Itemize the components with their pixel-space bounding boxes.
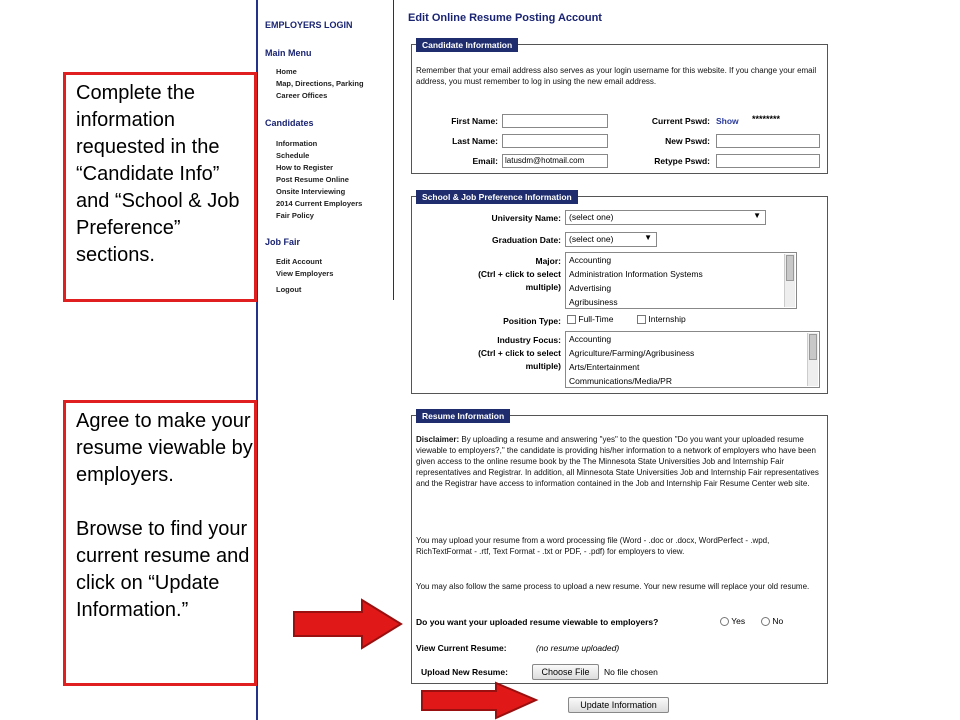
- list-item[interactable]: Agriculture/Farming/Agribusiness: [569, 348, 695, 358]
- list-item[interactable]: Administration Information Systems: [569, 269, 703, 279]
- nav-item-how-to-register[interactable]: How to Register: [276, 163, 334, 172]
- industry-listbox[interactable]: [565, 331, 820, 388]
- list-item[interactable]: Agribusiness: [569, 297, 618, 307]
- candidate-legend: Candidate Information: [416, 38, 518, 52]
- last-name-label: Last Name:: [452, 136, 498, 146]
- list-item[interactable]: Accounting: [569, 255, 612, 265]
- candidate-note: Remember that your email address also serves as your login username for this website. If you change your email address, you must remember to log in using the new email address.: [416, 66, 817, 86]
- last-name-input[interactable]: [502, 134, 608, 148]
- callout-top: [63, 72, 257, 302]
- full-time-label: Full-Time: [578, 314, 614, 324]
- nav-divider: [393, 0, 394, 300]
- viewable-no-option[interactable]: [761, 616, 783, 626]
- position-internship[interactable]: [637, 314, 686, 324]
- industry-scrollbar[interactable]: [807, 333, 818, 386]
- internship-label: Internship: [648, 314, 686, 324]
- position-type-label: Position Type:: [503, 316, 561, 326]
- major-label-line-1: Major:: [535, 256, 561, 266]
- major-label-line-2: (Ctrl + click to select: [478, 269, 561, 279]
- list-item[interactable]: Communications/Media/PR: [569, 376, 672, 386]
- upload-instructions: You may upload your resume from a word processing file (Word - .doc or .docx, WordPerfect - .wpd, RichTextFormat - .rtf, Text Format - .txt or PDF, - .pdf) for employers to view.: [416, 536, 770, 556]
- choose-file-button[interactable]: Choose File: [532, 664, 599, 680]
- dropdown-arrow-icon: ▼: [753, 211, 761, 220]
- list-item[interactable]: Accounting: [569, 334, 612, 344]
- candidates-heading: Candidates: [265, 118, 314, 128]
- first-name-label: First Name:: [451, 116, 498, 126]
- resume-legend: Resume Information: [416, 409, 510, 423]
- new-pswd-label: New Pswd:: [665, 136, 710, 146]
- current-pswd-label: Current Pswd:: [651, 116, 710, 126]
- graduation-select[interactable]: [565, 232, 657, 247]
- viewable-yes-option[interactable]: [720, 616, 745, 626]
- list-item[interactable]: Advertising: [569, 283, 612, 293]
- dropdown-arrow-icon: ▼: [644, 233, 652, 242]
- yes-radio[interactable]: [720, 617, 729, 626]
- current-password-value: ********: [752, 114, 781, 124]
- nav-item-career-offices[interactable]: Career Offices: [276, 91, 328, 100]
- page-title: Edit Online Resume Posting Account: [408, 12, 602, 24]
- new-password-input[interactable]: [716, 134, 820, 148]
- position-full-time[interactable]: [567, 314, 613, 324]
- nav-item-view-employers[interactable]: View Employers: [276, 269, 334, 278]
- no-radio[interactable]: [761, 617, 770, 626]
- viewable-question: Do you want your uploaded resume viewable to employers?: [416, 617, 659, 627]
- nav-item-map[interactable]: Map, Directions, Parking: [276, 79, 364, 88]
- disclaimer-text: [416, 434, 821, 489]
- nav-item-home[interactable]: Home: [276, 67, 297, 76]
- university-label: University Name:: [491, 213, 561, 223]
- industry-label-line-3: multiple): [525, 361, 561, 371]
- callout-bottom-text-2: Browse to find your current resume and click on “Update Information.”: [76, 518, 250, 621]
- no-file-chosen-text: No file chosen: [604, 667, 658, 677]
- full-time-checkbox[interactable]: [567, 315, 576, 324]
- school-legend: School & Job Preference Information: [416, 190, 578, 204]
- upload-new-resume-label: Upload New Resume:: [421, 667, 508, 677]
- nav-item-onsite-interviewing[interactable]: Onsite Interviewing: [276, 187, 346, 196]
- major-label-line-3: multiple): [525, 282, 561, 292]
- job-fair-heading: Job Fair: [265, 237, 301, 247]
- university-select-value: (select one): [569, 212, 614, 222]
- retype-pswd-label: Retype Pswd:: [654, 156, 710, 166]
- list-item[interactable]: Arts/Entertainment: [569, 362, 640, 372]
- industry-label: [420, 334, 561, 373]
- nav-item-information[interactable]: Information: [276, 139, 318, 148]
- first-name-input[interactable]: [502, 114, 608, 128]
- retype-password-input[interactable]: [716, 154, 820, 168]
- employers-login-link[interactable]: EMPLOYERS LOGIN: [265, 20, 353, 30]
- nav-item-logout[interactable]: Logout: [276, 285, 302, 294]
- nav-item-edit-account[interactable]: Edit Account: [276, 257, 322, 266]
- yes-label: Yes: [731, 616, 746, 626]
- nav-item-post-resume[interactable]: Post Resume Online: [276, 175, 349, 184]
- disclaimer-body: By uploading a resume and answering "yes" to the question "Do you want your uploaded resume viewable to employers?," the candidate is providing his/her information to a network of employers who have been given access to the online resume book by the The Minnesota State Universities Job and Internship Fair representatives and Registrar. In addition, all Minnesota State Universities Job and Internship Fair representatives and the Registrar have access to information contained in the Job and Internship Fair Resume Center web site.: [416, 435, 819, 488]
- replace-instructions: You may also follow the same process to upload a new resume. Your new resume will replace your old resume.: [416, 582, 810, 591]
- industry-label-line-2: (Ctrl + click to select: [478, 348, 561, 358]
- nav-item-current-employers[interactable]: 2014 Current Employers: [276, 199, 363, 208]
- nav-item-schedule[interactable]: Schedule: [276, 151, 310, 160]
- graduation-label: Graduation Date:: [492, 235, 561, 245]
- arrow-right-icon: [290, 597, 405, 652]
- callout-bottom: [63, 400, 257, 686]
- main-menu-heading: Main Menu: [265, 48, 312, 58]
- major-label: [420, 255, 561, 294]
- view-current-resume-value: (no resume uploaded): [536, 643, 620, 653]
- graduation-select-value: (select one): [569, 234, 614, 244]
- no-label: No: [772, 616, 784, 626]
- internship-checkbox[interactable]: [637, 315, 646, 324]
- email-label: Email:: [472, 156, 498, 166]
- email-input[interactable]: latusdm@hotmail.com: [502, 154, 608, 168]
- arrow-right-icon: [418, 681, 540, 720]
- callout-bottom-text-1: Agree to make your resume viewable by employers.: [76, 410, 253, 486]
- show-password-link[interactable]: Show: [716, 116, 739, 126]
- university-select[interactable]: [565, 210, 766, 225]
- disclaimer-label: Disclaimer:: [416, 435, 460, 444]
- industry-label-line-1: Industry Focus:: [497, 335, 561, 345]
- view-current-resume-label: View Current Resume:: [416, 643, 507, 653]
- update-information-button[interactable]: Update Information: [568, 697, 669, 713]
- major-listbox[interactable]: [565, 252, 797, 309]
- callout-top-text: Complete the information requested in the “Candidate Info” and “School & Job Preference” sections.: [76, 82, 240, 266]
- nav-item-fair-policy[interactable]: Fair Policy: [276, 211, 314, 220]
- major-scrollbar[interactable]: [784, 254, 795, 307]
